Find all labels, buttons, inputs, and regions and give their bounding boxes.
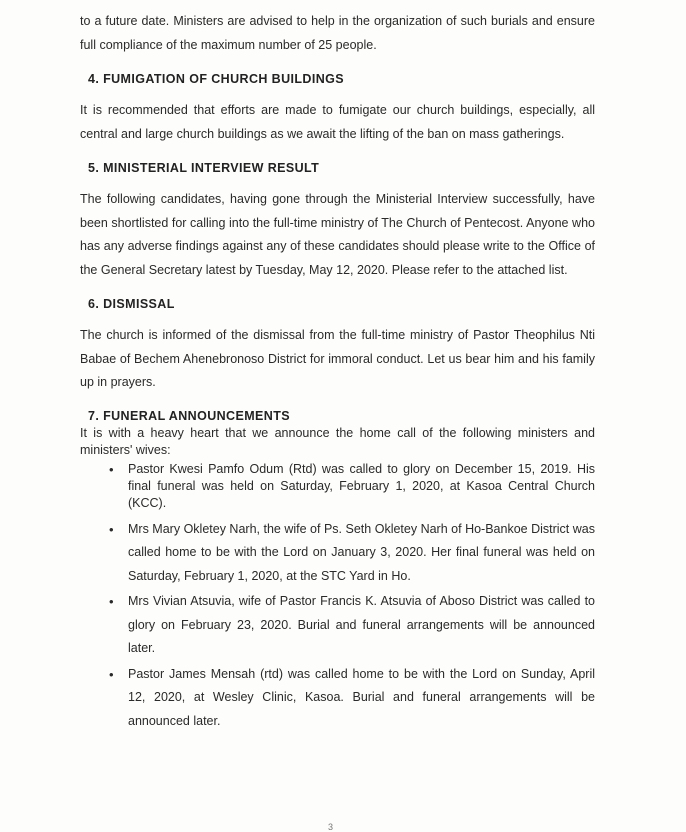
funeral-list xyxy=(80,461,595,734)
section-funeral-announcements xyxy=(80,407,595,734)
list-item: • Pastor Kwesi Pamfo Odum (Rtd) was called to glory on December 15, 2019. His final funeral was held on Saturday, February 1, 2020, at Kasoa Central Church (KCC). xyxy=(128,461,595,512)
page-number: 3 xyxy=(328,822,334,832)
section-fumigation xyxy=(80,69,595,146)
section-body: The church is informed of the dismissal from the full-time ministry of Pastor Theophilus Nti Babae of Bechem Ahenebronoso District for immoral conduct. Let us bear him and his family up in prayers. xyxy=(80,328,595,389)
section-dismissal xyxy=(80,294,595,395)
section-heading: 7. FUNERAL ANNOUNCEMENTS xyxy=(88,408,290,423)
section-body: It is recommended that efforts are made to fumigate our church buildings, especially, all central and large church buildings as we await the lifting of the ban on mass gatherings. xyxy=(80,103,595,141)
funeral-lead: It is with a heavy heart that we announce the home call of the following ministers and ministers' wives: xyxy=(80,425,595,457)
section-heading: 5. MINISTERIAL INTERVIEW RESULT xyxy=(88,161,320,175)
list-item: • Pastor James Mensah (rtd) was called home to be with the Lord on Sunday, April 12, 2020, at Wesley Clinic, Kasoa. Burial and funeral arrangements will be announced later. xyxy=(128,663,595,734)
section-heading: 6. DISMISSAL xyxy=(88,297,175,311)
section-body: The following candidates, having gone through the Ministerial Interview successfully, have been shortlisted for calling into the full-time ministry of The Church of Pentecost. Anyone who has any adverse findings against any of these candidates should please write to the Office of the General Secretary latest by Tuesday, May 12, 2020. Please refer to the attached list. xyxy=(80,192,595,277)
list-item: • Mrs Mary Okletey Narh, the wife of Ps. Seth Okletey Narh of Ho-Bankoe District was called home to be with the Lord on January 3, 2020. Her final funeral was held on Saturday, February 1, 2020, at the STC Yard in Ho. xyxy=(128,518,595,589)
intro-paragraph: to a future date. Ministers are advised to help in the organization of such burials and ensure full compliance of the maximum number of 25 people. xyxy=(80,14,595,52)
document-page xyxy=(80,10,595,745)
list-item: • Mrs Vivian Atsuvia, wife of Pastor Francis K. Atsuvia of Aboso District was called to glory on February 23, 2020. Burial and funeral arrangements will be announced later. xyxy=(128,590,595,661)
section-ministerial-interview xyxy=(80,158,595,282)
section-heading: 4. FUMIGATION OF CHURCH BUILDINGS xyxy=(88,72,345,86)
